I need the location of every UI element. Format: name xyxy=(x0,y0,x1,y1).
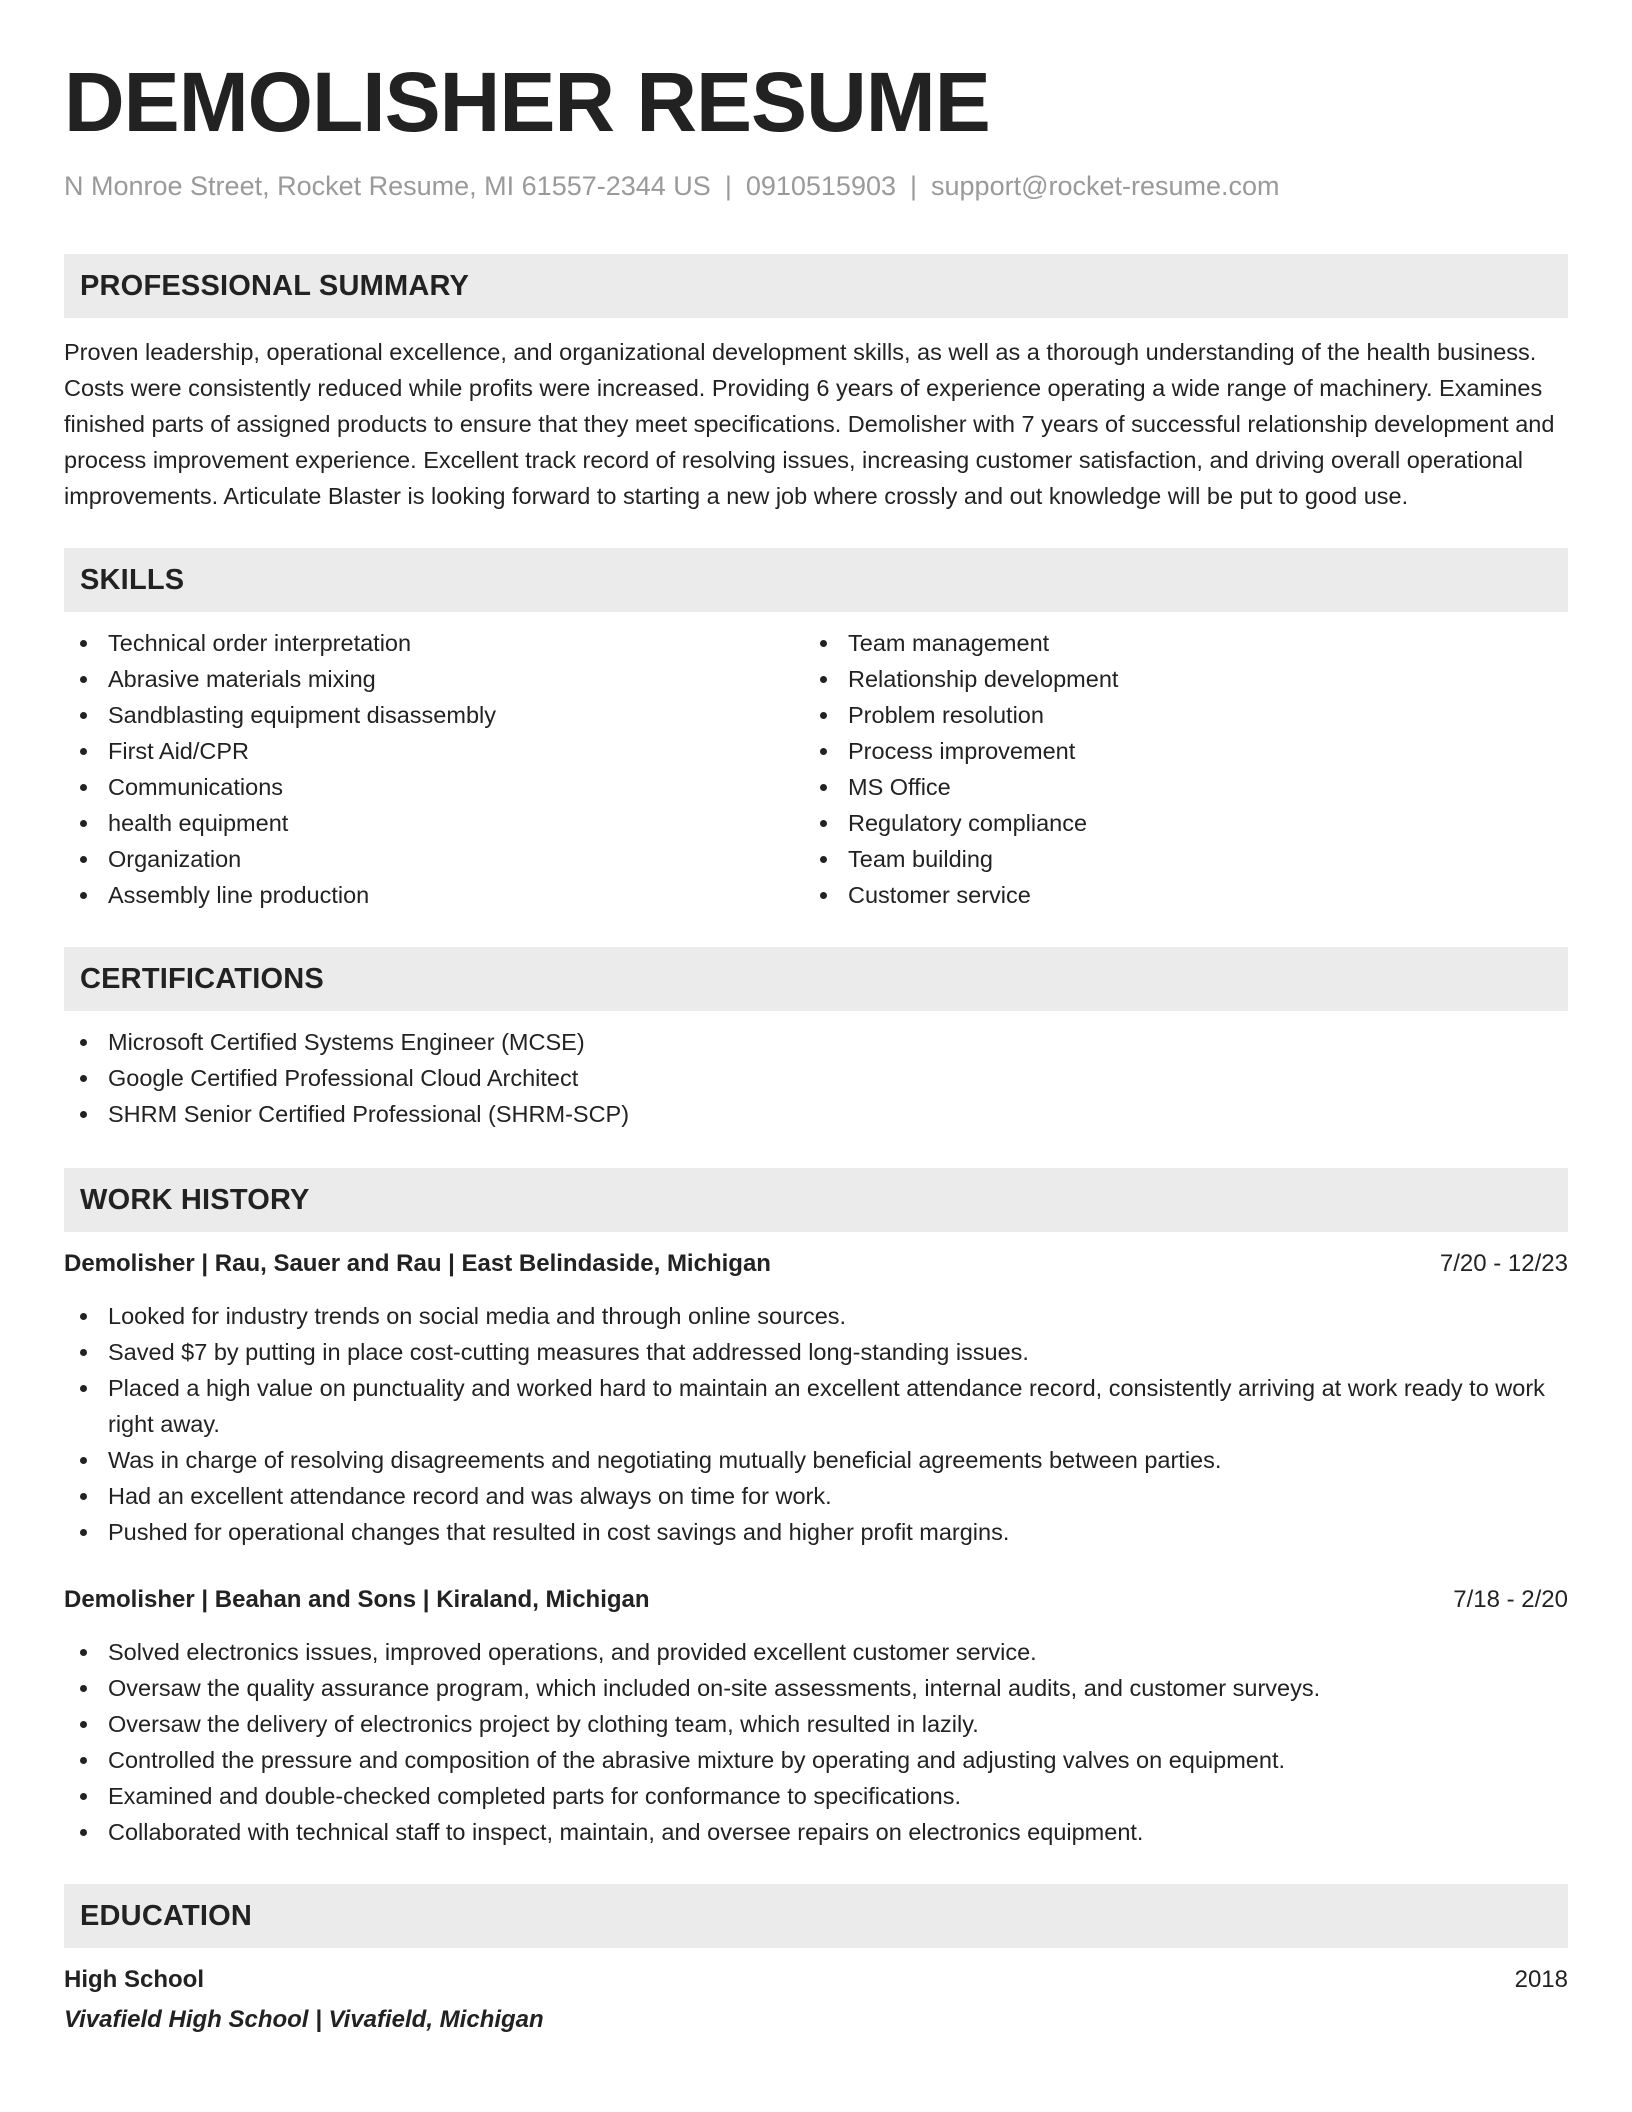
job-dates: 7/18 - 2/20 xyxy=(1453,1586,1568,1613)
skills-heading: SKILLS xyxy=(64,548,1568,612)
summary-heading: PROFESSIONAL SUMMARY xyxy=(64,254,1568,318)
job-bullet: Examined and double-checked completed parts for conformance to specifications. xyxy=(64,1778,1568,1814)
skill-item: Customer service xyxy=(804,877,1544,913)
job-bullet: Placed a high value on punctuality and worked hard to maintain an excellent attendance record, consistently arriving at work ready to work right away. xyxy=(64,1370,1568,1442)
education-degree: High School xyxy=(64,1966,204,1993)
education-entry xyxy=(64,1962,1568,2038)
page-title: DEMOLISHER RESUME xyxy=(64,55,990,149)
job-title: Demolisher | Rau, Sauer and Rau | East Belindaside, Michigan xyxy=(64,1250,771,1277)
skill-item: Relationship development xyxy=(804,661,1544,697)
job-bullet: Collaborated with technical staff to inspect, maintain, and oversee repairs on electronics equipment. xyxy=(64,1814,1568,1850)
contact-separator: | xyxy=(910,171,918,201)
skill-item: Communications xyxy=(64,769,804,805)
education-year: 2018 xyxy=(1514,1966,1568,1993)
certification-item: SHRM Senior Certified Professional (SHRM-SCP) xyxy=(64,1096,1568,1132)
skills-list-right xyxy=(804,625,1544,913)
skill-item: Technical order interpretation xyxy=(64,625,804,661)
address-text: N Monroe Street, Rocket Resume, MI 61557-2344 US xyxy=(64,171,711,201)
skill-item: MS Office xyxy=(804,769,1544,805)
certification-item: Google Certified Professional Cloud Architect xyxy=(64,1060,1568,1096)
education-header xyxy=(64,1962,1568,1998)
skill-item: Team management xyxy=(804,625,1544,661)
skill-item: First Aid/CPR xyxy=(64,733,804,769)
email-text: support@rocket-resume.com xyxy=(931,171,1280,201)
summary-text: Proven leadership, operational excellence, and organizational development skills, as well as a thorough understanding of the health business. Costs were consistently reduced while profits were increased. Providing 6 years of experience operating a wide range of machinery. Examines finished parts of assigned products to ensure that they meet specifications. Demolisher with 7 years of successful relationship development and process improvement experience. Excellent track record of resolving issues, increasing customer satisfaction, and driving overall operational improvements. Articulate Blaster is looking forward to starting a new job where crossly and out knowledge will be put to good use. xyxy=(64,339,1555,509)
skills-list-left xyxy=(64,625,804,913)
skill-item: Regulatory compliance xyxy=(804,805,1544,841)
job-header xyxy=(64,1246,1568,1282)
skill-item: Team building xyxy=(804,841,1544,877)
job-bullets xyxy=(64,1634,1568,1850)
skill-item: Assembly line production xyxy=(64,877,804,913)
job-entry xyxy=(64,1246,1568,1550)
job-bullet: Solved electronics issues, improved operations, and provided excellent customer service. xyxy=(64,1634,1568,1670)
skill-item: Organization xyxy=(64,841,804,877)
skills-grid xyxy=(64,625,1568,913)
phone-text: 0910515903 xyxy=(745,171,896,201)
job-bullet: Saved $7 by putting in place cost-cutting measures that addressed long-standing issues. xyxy=(64,1334,1568,1370)
job-bullets xyxy=(64,1298,1568,1550)
education-heading: EDUCATION xyxy=(64,1884,1568,1948)
skill-item: Process improvement xyxy=(804,733,1544,769)
contact-line xyxy=(64,168,1568,204)
certifications-heading: CERTIFICATIONS xyxy=(64,947,1568,1011)
certification-item: Microsoft Certified Systems Engineer (MCSE) xyxy=(64,1024,1568,1060)
contact-separator: | xyxy=(724,171,732,201)
education-school: Vivafield High School | Vivafield, Michigan xyxy=(64,2006,544,2033)
job-bullet: Was in charge of resolving disagreements and negotiating mutually beneficial agreements between parties. xyxy=(64,1442,1568,1478)
skill-item: Abrasive materials mixing xyxy=(64,661,804,697)
job-bullet: Looked for industry trends on social media and through online sources. xyxy=(64,1298,1568,1334)
skill-item: health equipment xyxy=(64,805,804,841)
job-bullet: Oversaw the delivery of electronics project by clothing team, which resulted in lazily. xyxy=(64,1706,1568,1742)
job-bullet: Had an excellent attendance record and was always on time for work. xyxy=(64,1478,1568,1514)
job-bullet: Pushed for operational changes that resulted in cost savings and higher profit margins. xyxy=(64,1514,1568,1550)
job-bullet: Oversaw the quality assurance program, which included on-site assessments, internal audits, and customer surveys. xyxy=(64,1670,1568,1706)
skill-item: Sandblasting equipment disassembly xyxy=(64,697,804,733)
job-dates: 7/20 - 12/23 xyxy=(1439,1250,1568,1277)
certifications-list xyxy=(64,1024,1568,1132)
work-history-heading: WORK HISTORY xyxy=(64,1168,1568,1232)
job-header xyxy=(64,1582,1568,1618)
job-entry xyxy=(64,1582,1568,1850)
job-bullet: Controlled the pressure and composition of the abrasive mixture by operating and adjusting valves on equipment. xyxy=(64,1742,1568,1778)
skill-item: Problem resolution xyxy=(804,697,1544,733)
job-title: Demolisher | Beahan and Sons | Kiraland, Michigan xyxy=(64,1586,650,1613)
